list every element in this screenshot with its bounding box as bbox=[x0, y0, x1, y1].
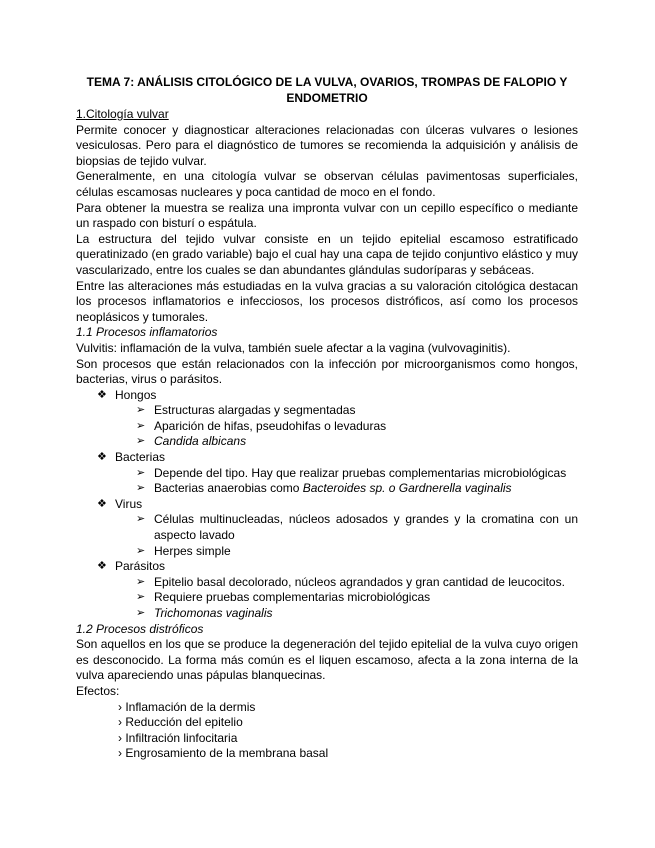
sub-list-item: ➢ Células multinucleadas, núcleos adosados y grandes y la cromatina con un aspecto lavado bbox=[76, 512, 578, 543]
sub-list-item bbox=[76, 434, 578, 450]
paragraph: Entre las alteraciones más estudiadas en la vulva gracias a su valoración citológica destacan los procesos inflamatorios e infecciosos, los procesos distróficos, así como los procesos neoplásicos y tumorales. bbox=[76, 278, 578, 324]
species-name: Trichomonas vaginalis bbox=[154, 606, 273, 620]
subsection-heading-distroficos: 1.2 Procesos distróficos bbox=[76, 621, 204, 636]
sub-list-item bbox=[76, 606, 578, 622]
sub-list-item: ➢ Requiere pruebas complementarias microbiológicas bbox=[76, 590, 578, 606]
sub-list-item: ➢ Aparición de hifas, pseudohifas o levaduras bbox=[76, 419, 578, 435]
document-page bbox=[76, 74, 578, 762]
paragraph: Son procesos que están relacionados con la infección por microorganismos como hongos, bacterias, virus o parásitos. bbox=[76, 356, 578, 387]
paragraph: La estructura del tejido vulvar consiste en un tejido epitelial escamoso estratificado queratinizado (en grado variable) bajo el cual hay una capa de tejido conjuntivo elástico y muy vascularizado, entre los cuales se dan abundantes glándulas sudoríparas y sebáceas. bbox=[76, 231, 578, 277]
subsection-heading-inflamatorios: 1.1 Procesos inflamatorios bbox=[76, 325, 218, 340]
efecto-item: › Infiltración linfocitaria bbox=[76, 731, 578, 747]
sub-list-item: ➢ Epitelio basal decolorado, núcleos agrandados y gran cantidad de leucocitos. bbox=[76, 575, 578, 591]
efectos-label: Efectos: bbox=[76, 683, 120, 698]
paragraph: Son aquellos en los que se produce la degeneración del tejido epitelial de la vulva cuyo origen es desconocido. La forma más común es el liquen escamoso, afecta a la zona interna de la vulva apareciendo unas pápulas blanquecinas. bbox=[76, 637, 578, 683]
list-item-virus: ❖ Virus bbox=[76, 497, 578, 513]
sub-list-item: ➢ Depende del tipo. Hay que realizar pruebas complementarias microbiológicas bbox=[76, 466, 578, 482]
list-item-bacterias: ❖ Bacterias bbox=[76, 450, 578, 466]
species-name: Bacteroides sp. o Gardnerella vaginalis bbox=[302, 481, 512, 496]
section-heading-citologia-vulvar: 1.Citología vulvar bbox=[76, 107, 169, 121]
sub-list-item: ➢ Herpes simple bbox=[76, 544, 578, 560]
species-name: Candida albicans bbox=[154, 434, 247, 449]
paragraph: Para obtener la muestra se realiza una impronta vulvar con un cepillo específico o mediante un raspado con bisturí o espátula. bbox=[76, 200, 578, 231]
list-item-parasitos: ❖ Parásitos bbox=[76, 559, 578, 575]
efecto-item: › Engrosamiento de la membrana basal bbox=[76, 746, 578, 762]
sub-list-text: Bacterias anaerobias como bbox=[154, 481, 303, 496]
list-item-hongos: ❖ Hongos bbox=[76, 388, 578, 404]
paragraph: Permite conocer y diagnosticar alteraciones relacionadas con úlceras vulvares o lesiones vesiculosas. Pero para el diagnóstico de tumores se recomienda la adquisición y análisis de biopsias de tejido vulvar. bbox=[76, 122, 578, 168]
paragraph: Vulvitis: inflamación de la vulva, también suele afectar a la vagina (vulvovaginitis). bbox=[76, 340, 511, 355]
efecto-item: › Inflamación de la dermis bbox=[76, 700, 578, 716]
efecto-item: › Reducción del epitelio bbox=[76, 715, 578, 731]
sub-list-item bbox=[76, 481, 578, 497]
document-title: TEMA 7: ANÁLISIS CITOLÓGICO DE LA VULVA, OVARIOS, TROMPAS DE FALOPIO Y ENDOMETRIO bbox=[86, 75, 568, 105]
sub-list-item: ➢ Estructuras alargadas y segmentadas bbox=[76, 403, 578, 419]
paragraph: Generalmente, en una citología vulvar se observan células pavimentosas superficiales, células escamosas nucleares y poca cantidad de moco en el fondo. bbox=[76, 169, 578, 199]
